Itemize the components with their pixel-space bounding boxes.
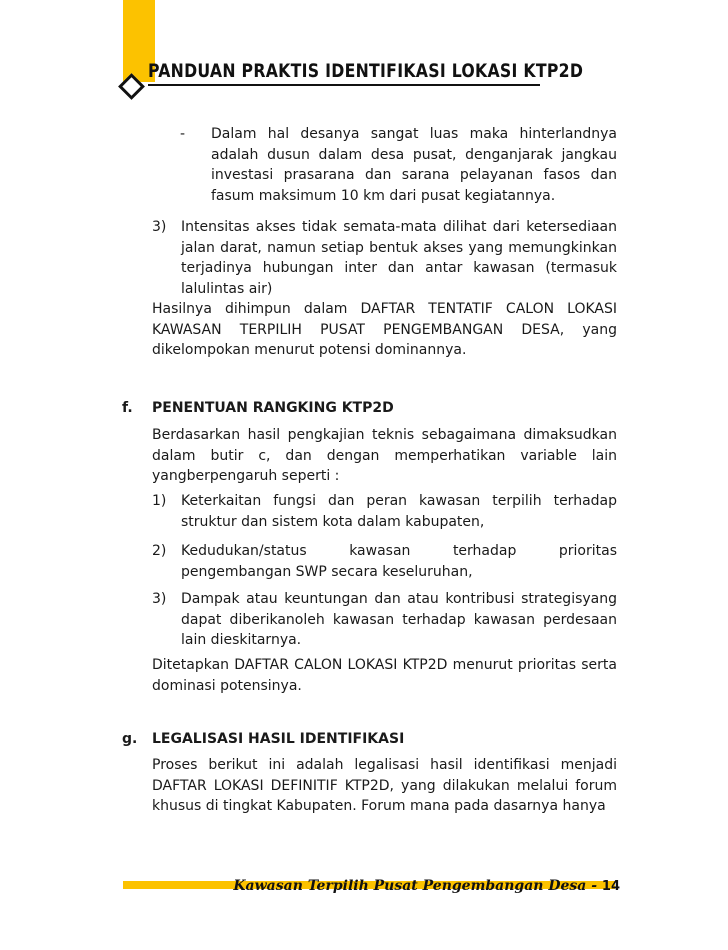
page-number: 14 xyxy=(601,879,620,894)
footer-separator: - xyxy=(586,878,602,894)
list-item-text: Dampak atau keuntungan dan atau kontribusi strategisyang dapat diberikanoleh kawasan terhadap kawasan perdesaan lain dieskitarnya. xyxy=(181,591,617,648)
section-g-text: Proses berikut ini adalah legalisasi hasil identifikasi menjadi DAFTAR LOKASI DEFINITIF KTP2D, yang dilakukan melalui forum khusus di tingkat Kabupaten. Forum mana pada dasarnya hanya xyxy=(152,757,617,814)
item-3-number: 3) xyxy=(152,219,167,235)
list-item-text: Kedudukan/status kawasan terhadap prioritas pengembangan SWP secara keseluruhan, xyxy=(181,543,617,580)
section-f-title: PENENTUAN RANGKING KTP2D xyxy=(152,400,394,416)
footer-title: Kawasan Terpilih Pusat Pengembangan Desa xyxy=(233,878,587,894)
list-item-text: Keterkaitan fungsi dan peran kawasan terpilih terhadap struktur dan sistem kota dalam kabupaten, xyxy=(181,493,617,530)
dash-item-text: Dalam hal desanya sangat luas maka hinterlandnya adalah dusun dalam desa pusat, denganjarak jangkau investasi prasarana dan sarana pelayanan fasos dan fasum maksimum 10 km dari pusat kegiatannya. xyxy=(211,126,617,204)
footer xyxy=(233,878,620,894)
section-f-intro: Berdasarkan hasil pengkajian teknis sebagaimana dimaksudkan dalam butir c, dan dengan memperhatikan variable lain yangberpengaruh seperti : xyxy=(152,427,617,484)
header-underline xyxy=(148,84,540,86)
section-g-letter: g. xyxy=(122,731,138,747)
item-3-text: Intensitas akses tidak semata-mata dilihat dari ketersediaan jalan darat, namun setiap bentuk akses yang memungkinkan terjadinya hubungan inter dan antar kawasan (termasuk lalulintas air) xyxy=(181,219,617,297)
section-f-letter: f. xyxy=(122,400,133,416)
page-header-title: PANDUAN PRAKTIS IDENTIFIKASI LOKASI KTP2D xyxy=(148,60,584,82)
list-item-number: 1) xyxy=(152,493,167,509)
list-item-number: 2) xyxy=(152,543,167,559)
dash-marker: - xyxy=(180,126,186,142)
result-paragraph: Hasilnya dihimpun dalam DAFTAR TENTATIF CALON LOKASI KAWASAN TERPILIH PUSAT PENGEMBANGAN DESA, yang dikelompokan menurut potensi dominannya. xyxy=(152,301,617,358)
section-f-conclusion: Ditetapkan DAFTAR CALON LOKASI KTP2D menurut prioritas serta dominasi potensinya. xyxy=(152,657,617,694)
section-g-title: LEGALISASI HASIL IDENTIFIKASI xyxy=(152,731,405,747)
list-item-number: 3) xyxy=(152,591,167,607)
